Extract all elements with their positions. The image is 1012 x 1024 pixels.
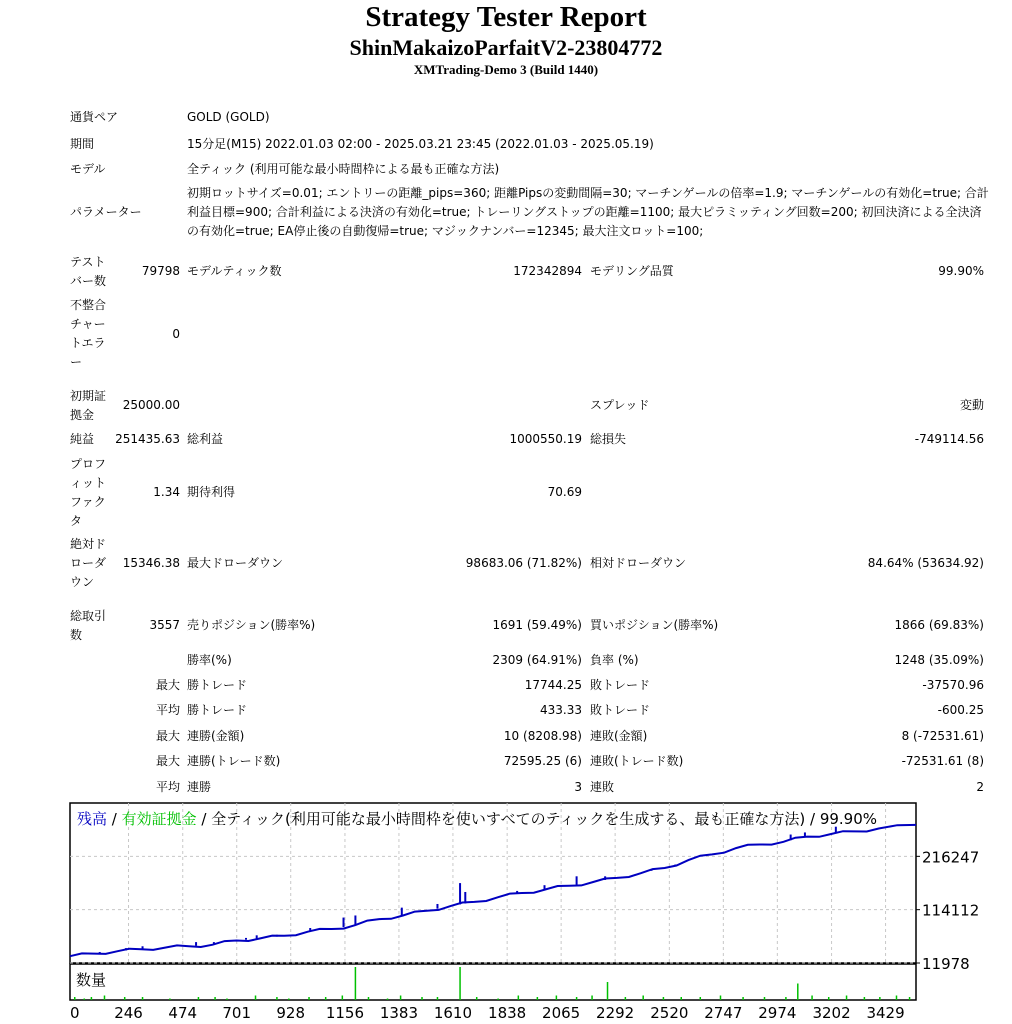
largest-win-value: 17744.25 (524, 678, 582, 692)
account-info: XMTrading-Demo 3 (Build 1440) (413, 62, 599, 77)
model-value: 全ティック (利用可能な最小時間枠による最も正確な方法) (187, 162, 500, 176)
gross-loss-value: -749114.56 (914, 432, 984, 446)
avg-consec-loss-label: 連敗 (590, 780, 615, 794)
x-tick-label: 0 (70, 1004, 80, 1022)
max-consec-win-label: 連勝(金額) (187, 729, 245, 743)
avg-consec-loss-value: 2 (976, 780, 984, 794)
y-tick-label: 114112 (922, 901, 980, 920)
avg-win-value: 433.33 (540, 703, 582, 717)
max-consec-lossamt-label: 連敗(トレード数) (590, 754, 684, 768)
gross-loss-label: 総損失 (590, 432, 627, 446)
pf-value: 1.34 (153, 485, 180, 499)
max-prefix-3: 最大 (155, 754, 180, 768)
largest-win-label: 勝トレード (187, 678, 248, 692)
x-tick-label: 3429 (866, 1004, 905, 1022)
largest-loss-label: 敗トレード (590, 678, 651, 692)
mismatch-value: 0 (172, 327, 180, 341)
avg-consec-win-value: 3 (574, 780, 582, 794)
chart-title-rest: / 全ティック(利用可能な最小時間枠を使いすべてのティックを生成する、最も正確な方法) / 99.90% (196, 810, 878, 828)
avg-loss-label: 敗トレード (590, 703, 651, 717)
max-consec-profit-value: 72595.25 (6) (503, 754, 582, 768)
bars-value: 79798 (141, 264, 180, 278)
max-consec-loss-value: 8 (-72531.61) (901, 729, 984, 743)
chart-title-equity: 有効証拠金 (121, 810, 197, 828)
params-label: パラメーター (70, 205, 142, 219)
rel-dd-value: 84.64% (53634.92) (867, 556, 984, 570)
rel-dd-label: 相対ドローダウン (590, 556, 687, 570)
max-consec-win-value: 10 (8208.98) (503, 729, 582, 743)
mismatch-label: 不整合チャートエラー (70, 298, 107, 369)
quality-label: モデリング品質 (590, 264, 674, 278)
max-prefix-1: 最大 (155, 678, 180, 692)
short-label: 売りポジション(勝率%) (187, 618, 316, 632)
net-label: 純益 (70, 432, 95, 446)
deposit-label: 初期証拠金 (70, 389, 107, 422)
spread-label: スプレッド (590, 398, 650, 412)
y-tick-label: 216247 (922, 848, 980, 867)
loss-rate-label: 負率 (%) (590, 653, 639, 667)
report-title: Strategy Tester Report (365, 1, 647, 33)
spread-value: 変動 (959, 398, 984, 412)
x-tick-label: 1383 (379, 1004, 419, 1022)
period-label: 期間 (70, 137, 95, 151)
x-tick-label: 2974 (758, 1004, 797, 1022)
x-axis-ticks (70, 1004, 905, 1022)
expected-label: 期待利得 (187, 485, 236, 499)
largest-loss-value: -37570.96 (922, 678, 984, 692)
pf-label: プロフィットファクタ (70, 457, 107, 528)
chart-title-balance: 残高 (77, 810, 108, 828)
net-value: 251435.63 (115, 432, 180, 446)
win-rate-value: 2309 (64.91%) (492, 653, 582, 667)
avg-prefix-1: 平均 (155, 703, 180, 717)
y-axis-ticks (916, 848, 979, 973)
symbol-label: 通貨ペア (70, 110, 119, 124)
gross-profit-value: 1000550.19 (509, 432, 582, 446)
max-prefix-2: 最大 (155, 729, 180, 743)
x-tick-label: 1838 (488, 1004, 527, 1022)
chart-title (77, 810, 877, 828)
gross-profit-label: 総利益 (187, 432, 224, 446)
x-tick-label: 474 (168, 1004, 198, 1022)
avg-consec-win-label: 連勝 (187, 780, 212, 794)
x-tick-label: 2747 (704, 1004, 743, 1022)
x-tick-label: 928 (276, 1004, 306, 1022)
bars-label: テストバー数 (70, 255, 107, 288)
x-tick-label: 2520 (650, 1004, 689, 1022)
params-value: 初期ロットサイズ=0.01; エントリーの距離_pips=360; 距離Pipsの変動間隔=30; マーチンゲールの倍率=1.9; マーチンゲールの有効化=true; 合計利益目標=900; 合計利益による決済の有効化=true; トレーリングストップの距離=1100; 最大ピラミッティング回数=200; 初回決済による全決済の有効化=true; EA停止後の自動復帰=true; マジックナンバー=12345; 最大注文ロット=100; (187, 186, 989, 238)
avg-prefix-2: 平均 (155, 780, 180, 794)
loss-rate-value: 1248 (35.09%) (894, 653, 984, 667)
abs-dd-label: 絶対ドローダウン (70, 537, 107, 589)
max-dd-label: 最大ドローダウン (187, 556, 284, 570)
total-trades-label: 総取引数 (70, 609, 107, 642)
abs-dd-value: 15346.38 (122, 556, 180, 570)
volume-plot-frame (70, 964, 916, 1000)
y-tick-label: 11978 (922, 955, 970, 973)
long-value: 1866 (69.83%) (894, 618, 984, 632)
x-tick-label: 246 (114, 1004, 143, 1022)
period-value: 15分足(M15) 2022.01.03 02:00 - 2025.03.21 23:45 (2022.01.03 - 2025.05.19) (187, 137, 654, 151)
ticks-label: モデルティック数 (187, 264, 282, 278)
symbol-value: GOLD (GOLD) (187, 110, 270, 124)
ea-name: ShinMakaizoParfaitV2-23804772 (349, 35, 663, 60)
win-rate-label: 勝率(%) (187, 653, 232, 667)
x-tick-label: 1156 (325, 1004, 365, 1022)
short-value: 1691 (59.49%) (492, 618, 582, 632)
avg-win-label: 勝トレード (187, 703, 248, 717)
ticks-value: 172342894 (513, 264, 582, 278)
x-tick-label: 701 (222, 1004, 252, 1022)
x-tick-label: 3202 (812, 1004, 851, 1022)
max-consec-loss-label: 連敗(金額) (590, 729, 648, 743)
x-tick-label: 1610 (433, 1004, 473, 1022)
quality-value: 99.90% (938, 264, 984, 278)
x-tick-label: 2292 (596, 1004, 635, 1022)
total-trades-value: 3557 (149, 618, 180, 632)
expected-value: 70.69 (547, 485, 582, 499)
long-label: 買いポジション(勝率%) (590, 618, 719, 632)
max-consec-profit-label: 連勝(トレード数) (187, 754, 281, 768)
max-consec-lossamt-value: -72531.61 (8) (901, 754, 984, 768)
model-label: モデル (70, 162, 106, 176)
volume-label: 数量 (76, 971, 107, 989)
avg-loss-value: -600.25 (937, 703, 984, 717)
deposit-value: 25000.00 (122, 398, 180, 412)
chart-title-sep: / (107, 810, 122, 828)
max-dd-value: 98683.06 (71.82%) (465, 556, 582, 570)
x-tick-label: 2065 (542, 1004, 581, 1022)
